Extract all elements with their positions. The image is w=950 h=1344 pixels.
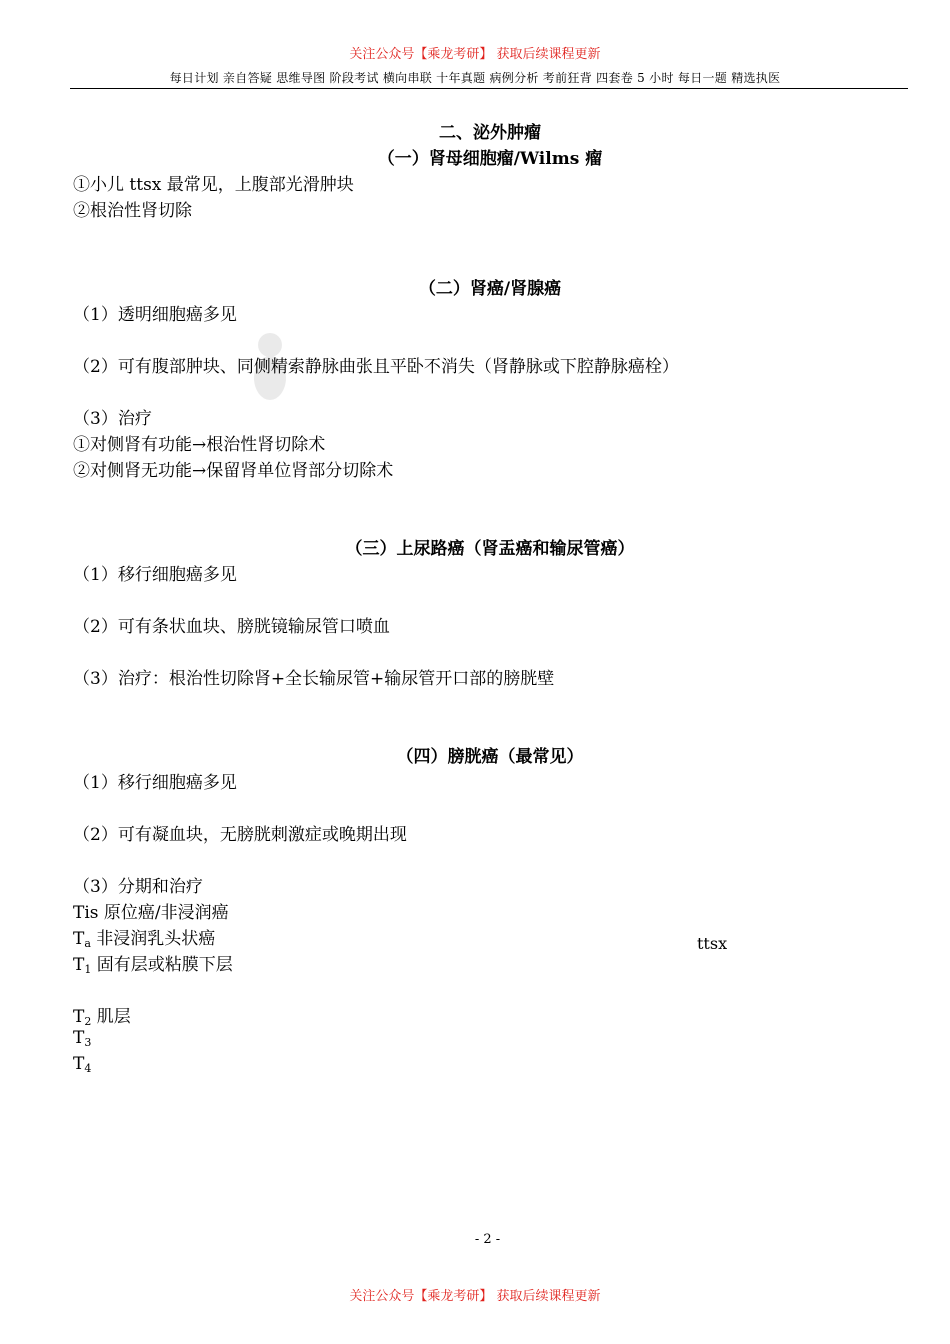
header-divider	[70, 88, 908, 89]
stage-line-tis: Tis 原位癌/非浸润癌	[73, 903, 229, 923]
text-line: （3）分期和治疗	[73, 877, 203, 897]
text-line: （2）可有腹部肿块、同侧精索静脉曲张且平卧不消失（肾静脉或下腔静脉癌栓）	[73, 357, 679, 377]
header-promo: 关注公众号【乘龙考研】 获取后续课程更新	[349, 47, 601, 62]
text-line: ②根治性肾切除	[73, 201, 192, 221]
section-heading-renal-cancer: （二）肾癌/肾腺癌	[418, 279, 562, 299]
page-number: - 2 -	[474, 1232, 501, 1247]
stage-line-ta: $T_a$ 非浸润乳头状癌	[73, 929, 216, 950]
section-heading-bladder-cancer: （四）膀胱癌（最常见）	[396, 747, 584, 767]
section-heading-wilms: （一）肾母细胞瘤/Wilms 瘤	[377, 149, 603, 169]
stage-line-t3: $T_3$	[73, 1028, 92, 1049]
text-line: （1）透明细胞癌多见	[73, 305, 237, 325]
stage-line-t4: $T_4$	[73, 1054, 92, 1075]
text-line: （1）移行细胞癌多见	[73, 565, 237, 585]
text-line: （2）可有凝血块，无膀胱刺激症或晚期出现	[73, 825, 407, 845]
text-line: （3）治疗	[73, 409, 152, 429]
section-heading-upper-urinary: （三）上尿路癌（肾盂癌和输尿管癌）	[345, 539, 635, 559]
stage-line-t1: $T_1$ 固有层或粘膜下层	[73, 955, 233, 976]
text-line: （1）移行细胞癌多见	[73, 773, 237, 793]
text-line: （2）可有条状血块、膀胱镜输尿管口喷血	[73, 617, 390, 637]
text-line: ①对侧肾有功能→根治性肾切除术	[73, 435, 326, 455]
footer-promo: 关注公众号【乘龙考研】 获取后续课程更新	[349, 1289, 601, 1304]
text-line: ①小儿 ttsx 最常见，上腹部光滑肿块	[73, 175, 354, 195]
header-nav-text: 每日计划 亲自答疑 思维导图 阶段考试 横向串联 十年真题 病例分析 考前狂背 四套卷 5 小时 每日一题 精选执医	[169, 71, 781, 85]
page-title: 二、泌外肿瘤	[439, 123, 541, 143]
text-line: ②对侧肾无功能→保留肾单位肾部分切除术	[73, 461, 394, 481]
side-note: ttsx	[697, 934, 728, 953]
text-line: （3）治疗：根治性切除肾+全长输尿管+输尿管开口部的膀胱壁	[73, 669, 555, 689]
stage-line-t2: $T_2$ 肌层	[73, 1007, 131, 1028]
